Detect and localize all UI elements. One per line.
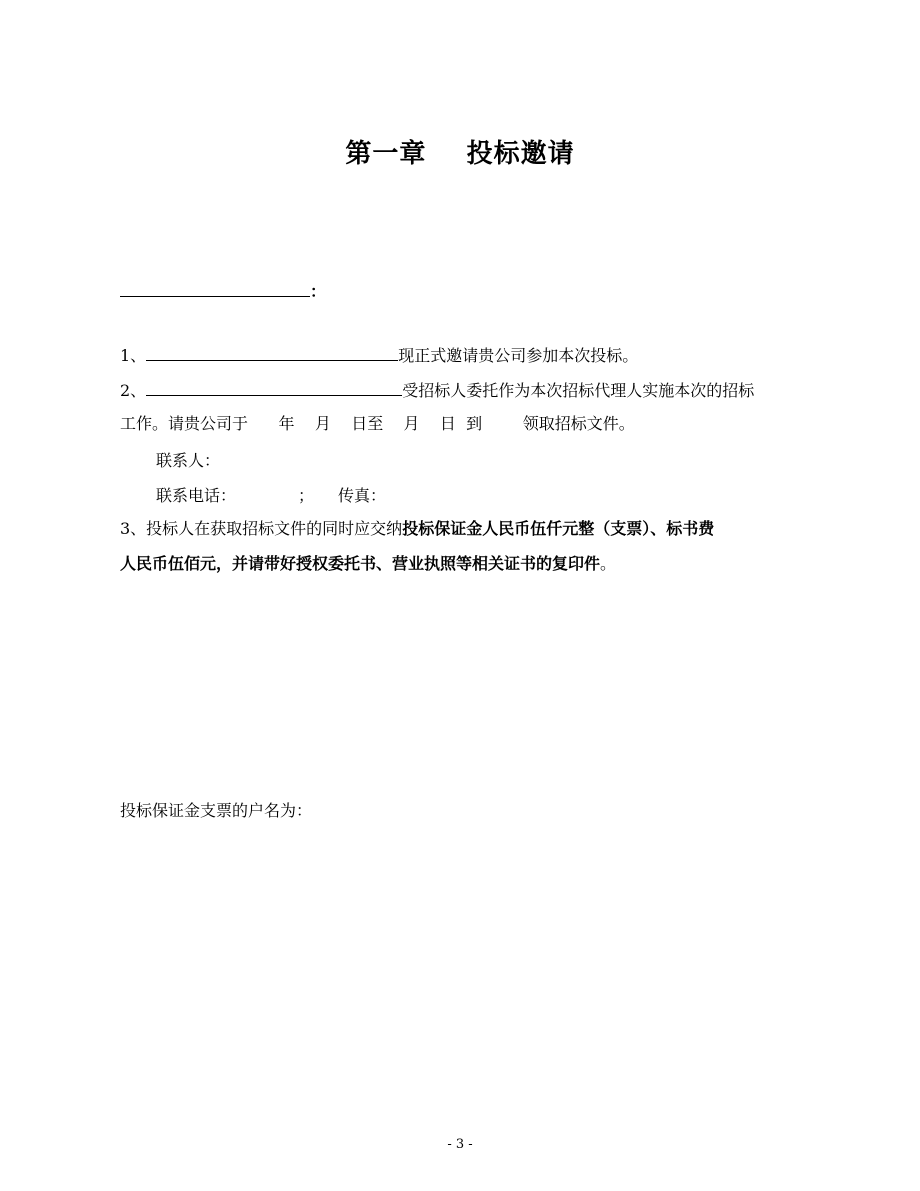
item-3-line-2 xyxy=(120,553,616,575)
item-3-bold-text: 投标保证金人民币伍仟元整（支票）、标书费 xyxy=(402,519,715,538)
item-3-text: 3、投标人在获取招标文件的同时应交纳 xyxy=(120,519,403,538)
recipient-blank xyxy=(120,280,310,297)
contact-separator: ； xyxy=(298,486,315,505)
contact-phone-label: 联系电话： xyxy=(156,486,237,505)
item-2-continuation: 工作。请贵公司于 年 月 日至 月 日 到 领取招标文件。 xyxy=(120,414,635,433)
salutation-line xyxy=(120,280,326,303)
item-2-text: 受招标人委托作为本次招标代理人实施本次的招标 xyxy=(402,381,755,400)
contact-person-label: 联系人： xyxy=(156,451,221,470)
page-number: - 3 - xyxy=(447,1137,473,1152)
deposit-account-label: 投标保证金支票的户名为： xyxy=(120,801,313,820)
item-2 xyxy=(120,379,754,402)
item-1 xyxy=(120,344,638,367)
contact-phone-line xyxy=(156,485,386,507)
item-3-line-2-bold: 人民币伍佰元，并请带好授权委托书、营业执照等相关证书的复印件 xyxy=(120,554,601,573)
item-1-number: 1、 xyxy=(120,346,147,365)
item-1-blank xyxy=(146,344,398,361)
contact-person-line xyxy=(156,450,220,472)
contact-fax-label: 传真： xyxy=(338,486,387,505)
item-3 xyxy=(120,518,714,540)
item-1-text: 现正式邀请贵公司参加本次投标。 xyxy=(398,346,639,365)
salutation-colon: ： xyxy=(310,282,327,301)
item-2-blank xyxy=(146,379,402,396)
item-2-number: 2、 xyxy=(120,381,147,400)
page-title: 第一章 投标邀请 xyxy=(345,139,575,169)
item-3-line-2-end: 。 xyxy=(600,554,617,573)
